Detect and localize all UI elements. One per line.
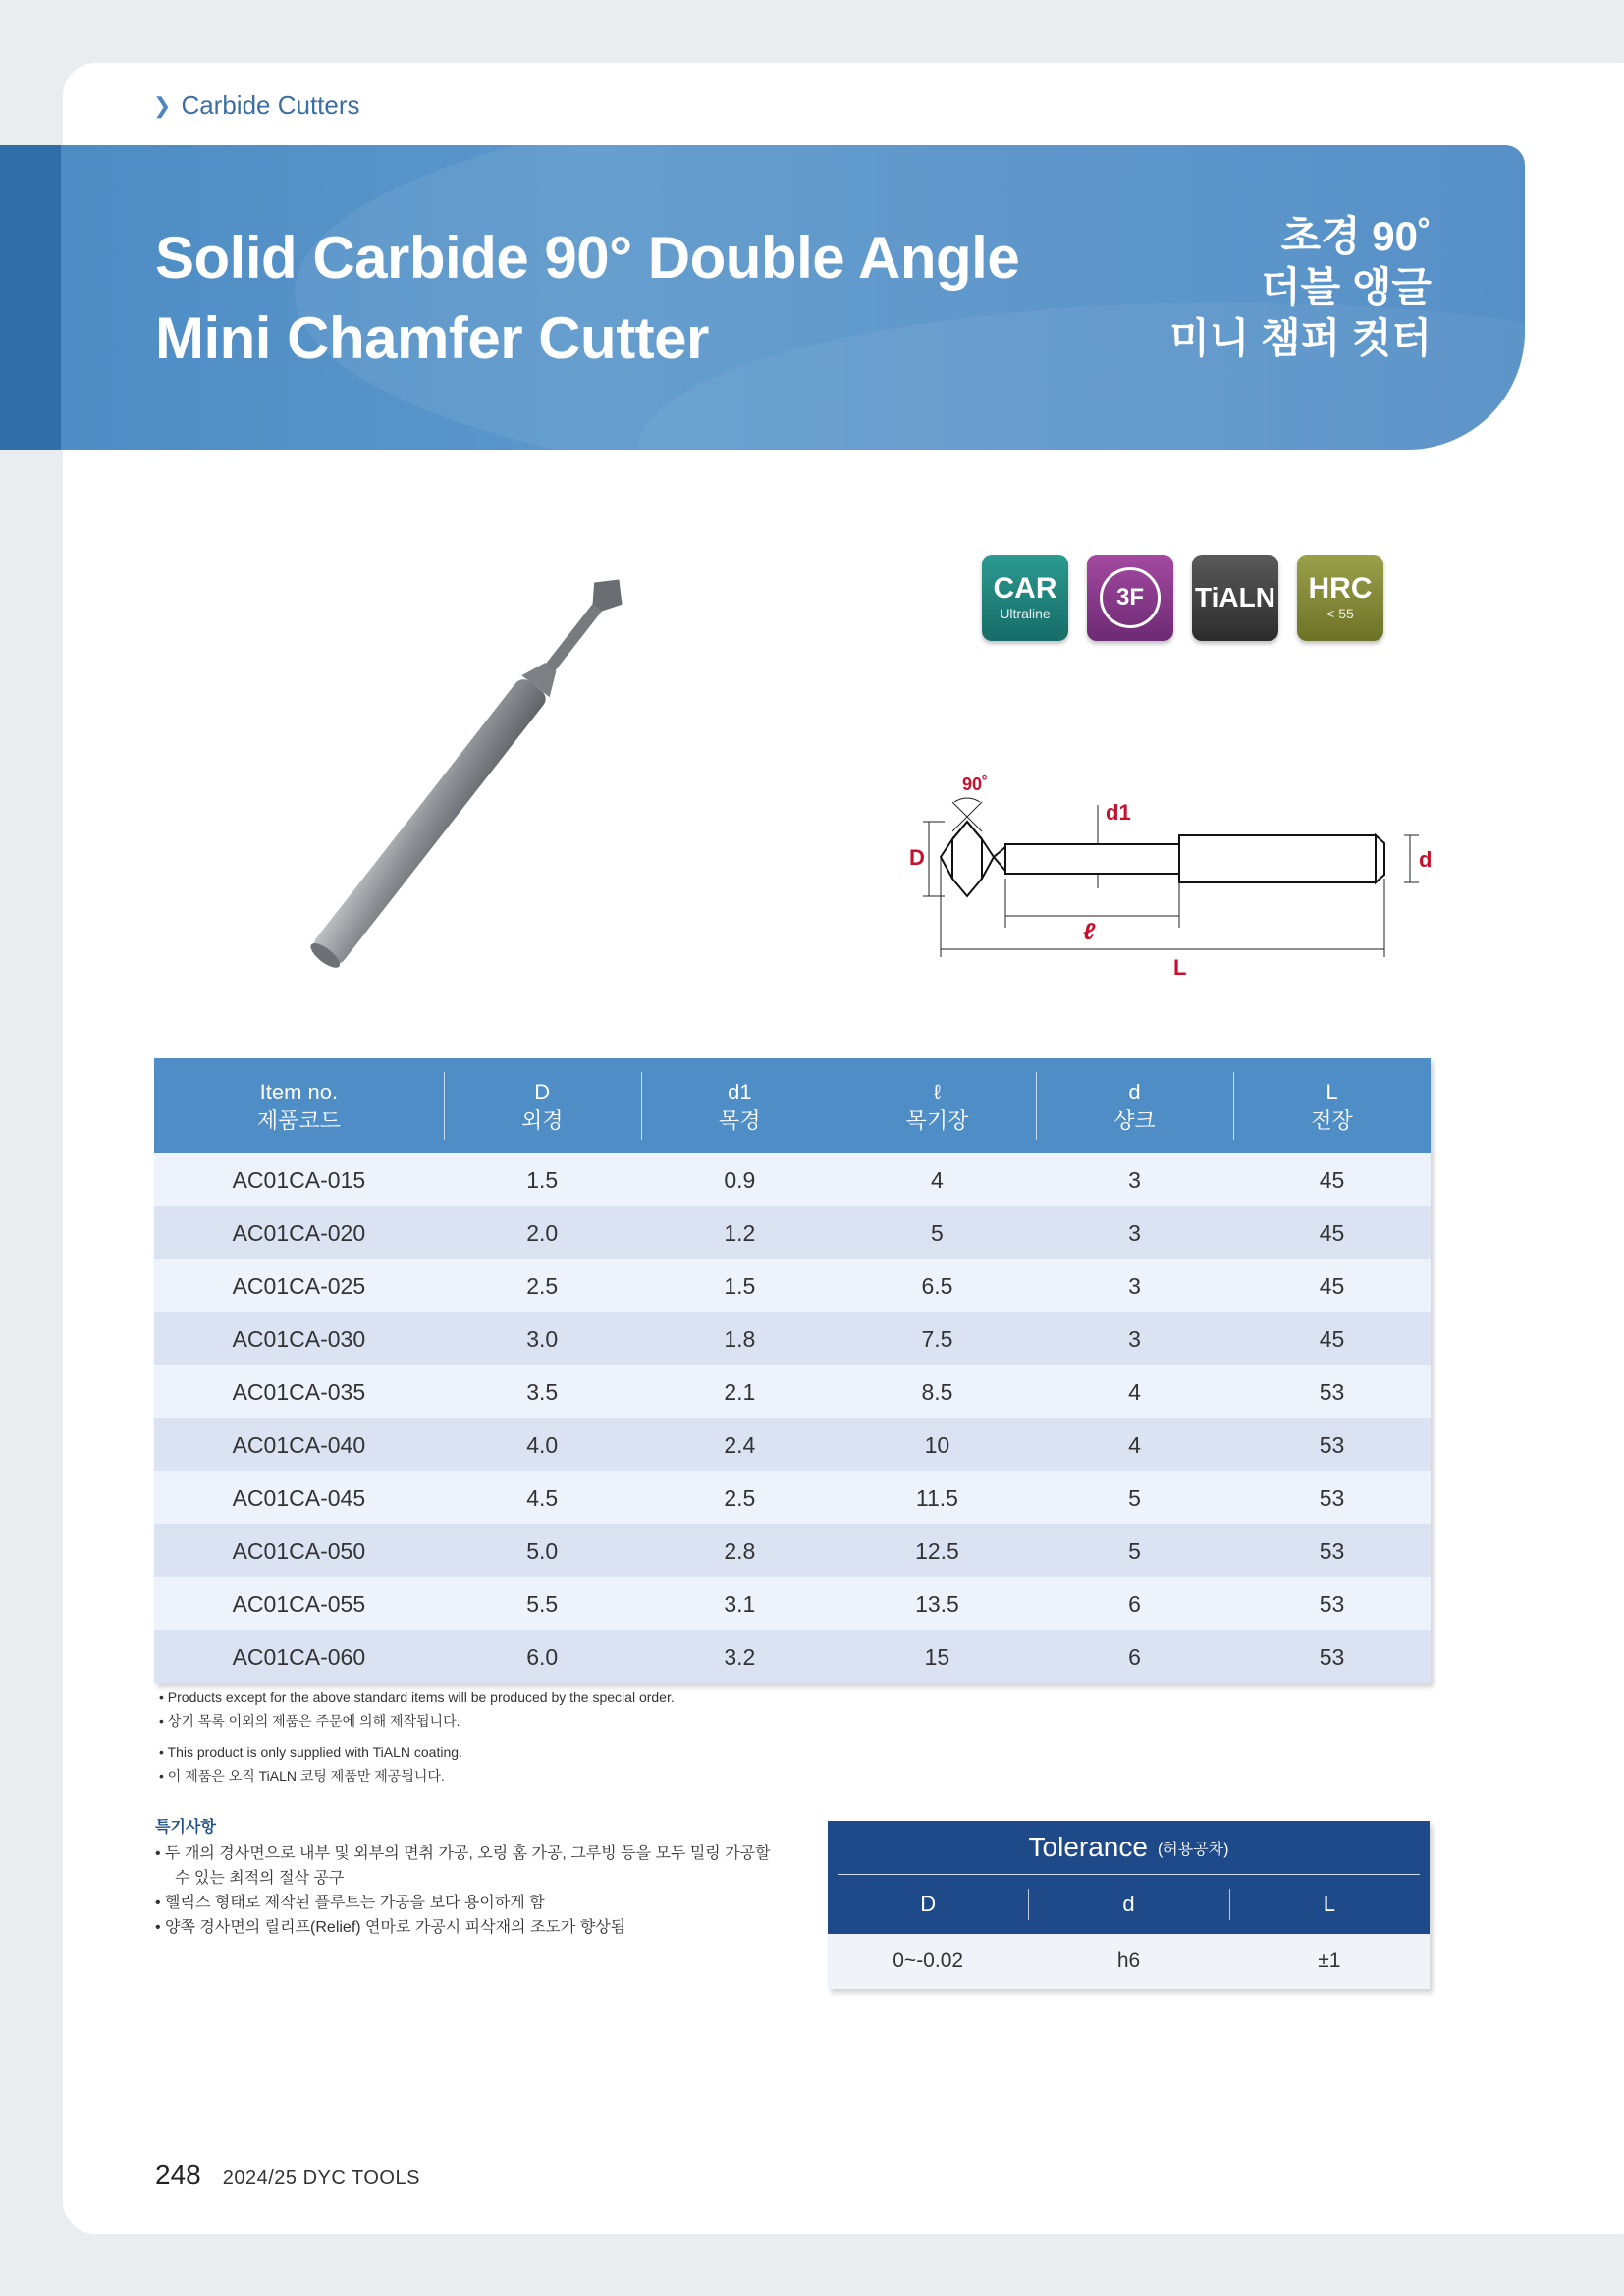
table-cell: 15	[839, 1630, 1036, 1683]
page-footer	[155, 2160, 420, 2191]
table-cell: 3.5	[444, 1365, 641, 1418]
table-cell: AC01CA-015	[154, 1153, 444, 1206]
table-cell: 5	[1036, 1471, 1233, 1524]
header-D: D 외경	[444, 1058, 641, 1153]
table-row	[154, 1471, 1431, 1524]
diagram-d-label: d	[1419, 847, 1433, 872]
header-d1: d1 목경	[641, 1058, 839, 1153]
chevron-right-icon: ❯	[153, 92, 172, 118]
product-title-en	[155, 218, 1019, 379]
table-cell: 5	[839, 1206, 1036, 1259]
diagram-D-label: D	[909, 845, 925, 870]
table-cell: 4.5	[444, 1471, 641, 1524]
feature-item: • 양쪽 경사면의 릴리프(Relief) 연마로 가공시 피삭재의 조도가 향상됨	[155, 1919, 626, 1936]
table-cell: 3	[1036, 1259, 1233, 1312]
table-cell: 4.0	[444, 1418, 641, 1471]
dimension-diagram	[884, 751, 1434, 987]
table-cell: 1.8	[641, 1312, 839, 1365]
note-coating-en: • This product is only supplied with TiALN coating.	[159, 1744, 462, 1760]
table-cell: 6	[1036, 1577, 1233, 1630]
title-en-line2: Mini Chamfer Cutter	[155, 305, 709, 371]
table-cell: 5.5	[444, 1577, 641, 1630]
table-cell: 8.5	[839, 1365, 1036, 1418]
header-item-no: Item no. 제품코드	[154, 1058, 444, 1153]
header-L: L 전장	[1233, 1058, 1431, 1153]
title-kr-line1: 초경 90˚	[1280, 213, 1432, 259]
table-cell: 3.0	[444, 1312, 641, 1365]
header-l: ℓ 목기장	[839, 1058, 1036, 1153]
diagram-L-label: L	[1173, 955, 1187, 980]
table-cell: 13.5	[839, 1577, 1036, 1630]
table-cell: 2.1	[641, 1365, 839, 1418]
table-row	[154, 1206, 1431, 1259]
table-cell: AC01CA-025	[154, 1259, 444, 1312]
table-row	[154, 1365, 1431, 1418]
table-cell: 2.4	[641, 1418, 839, 1471]
table-cell: 2.8	[641, 1524, 839, 1577]
note-special-order-en: • Products except for the above standard items will be produced by the special order.	[159, 1689, 675, 1705]
product-title-kr	[1019, 211, 1432, 364]
table-cell: 4	[1036, 1418, 1233, 1471]
table-cell: AC01CA-040	[154, 1418, 444, 1471]
table-cell: 7.5	[839, 1312, 1036, 1365]
title-kr-line3: 미니 챔퍼 컷터	[1169, 315, 1432, 361]
table-cell: AC01CA-035	[154, 1365, 444, 1418]
table-row	[154, 1153, 1431, 1206]
table-row	[154, 1418, 1431, 1471]
feature-item: • 헬릭스 형태로 제작된 플루트는 가공을 보다 용이하게 함	[155, 1895, 545, 1911]
tool-photo-image	[285, 564, 717, 977]
table-cell: AC01CA-060	[154, 1630, 444, 1683]
table-row	[154, 1259, 1431, 1312]
table-cell: 6.5	[839, 1259, 1036, 1312]
tolerance-title: Tolerance (허용공차)	[828, 1821, 1430, 1874]
table-cell: 53	[1233, 1630, 1431, 1683]
table-cell: 45	[1233, 1206, 1431, 1259]
footnotes	[159, 1685, 675, 1788]
table-cell: AC01CA-030	[154, 1312, 444, 1365]
note-coating-kr: • 이 제품은 오직 TiALN 코팅 제품만 제공됩니다.	[159, 1768, 445, 1784]
table-cell: 45	[1233, 1259, 1431, 1312]
table-cell: 11.5	[839, 1471, 1036, 1524]
table-cell: 3.1	[641, 1577, 839, 1630]
features-section	[155, 1815, 784, 1940]
table-cell: 1.5	[444, 1153, 641, 1206]
hrc-badge: HRC < 55	[1297, 555, 1383, 641]
table-cell: 2.5	[641, 1471, 839, 1524]
diagram-l-label: ℓ	[1083, 919, 1096, 945]
table-cell: 1.2	[641, 1206, 839, 1259]
table-cell: 5	[1036, 1524, 1233, 1577]
table-cell: 53	[1233, 1365, 1431, 1418]
title-en-line1: Solid Carbide 90° Double Angle	[155, 225, 1020, 291]
table-cell: 1.5	[641, 1259, 839, 1312]
section-breadcrumb	[153, 90, 360, 121]
note-special-order-kr: • 상기 목록 이외의 제품은 주문에 의해 제작됩니다.	[159, 1713, 460, 1729]
tialn-coating-badge: TiALN	[1192, 555, 1278, 641]
section-label: Carbide Cutters	[181, 90, 360, 120]
table-cell: AC01CA-050	[154, 1524, 444, 1577]
tolerance-value-row: 0~-0.02 h6 ±1	[828, 1934, 1430, 1989]
page-number: 248	[155, 2160, 201, 2190]
table-cell: 53	[1233, 1418, 1431, 1471]
table-cell: 6.0	[444, 1630, 641, 1683]
table-cell: 3	[1036, 1206, 1233, 1259]
table-row	[154, 1630, 1431, 1683]
title-kr-line2: 더블 앵글	[1261, 264, 1432, 310]
table-cell: 0.9	[641, 1153, 839, 1206]
table-cell: 2.0	[444, 1206, 641, 1259]
table-cell: 12.5	[839, 1524, 1036, 1577]
features-heading: 특기사항	[155, 1819, 216, 1836]
table-row	[154, 1524, 1431, 1577]
table-cell: 53	[1233, 1471, 1431, 1524]
tolerance-table	[828, 1821, 1430, 1989]
table-cell: 2.5	[444, 1259, 641, 1312]
table-row	[154, 1312, 1431, 1365]
table-cell: 4	[1036, 1365, 1233, 1418]
three-flute-badge: 3F	[1087, 555, 1173, 641]
table-cell: 45	[1233, 1312, 1431, 1365]
table-row	[154, 1577, 1431, 1630]
table-cell: AC01CA-055	[154, 1577, 444, 1630]
table-cell: 3.2	[641, 1630, 839, 1683]
table-cell: AC01CA-045	[154, 1471, 444, 1524]
table-cell: 3	[1036, 1312, 1233, 1365]
feature-badges	[982, 555, 1383, 641]
table-cell: 5.0	[444, 1524, 641, 1577]
diagram-angle-label: 90˚	[962, 774, 989, 794]
diagram-d1-label: d1	[1106, 800, 1131, 825]
table-cell: 53	[1233, 1577, 1431, 1630]
header-d: d 샹크	[1036, 1058, 1233, 1153]
spec-table	[154, 1058, 1431, 1683]
table-cell: 45	[1233, 1153, 1431, 1206]
table-cell: 4	[839, 1153, 1036, 1206]
tolerance-header-row: D d L	[828, 1875, 1430, 1934]
table-cell: 10	[839, 1418, 1036, 1471]
feature-item: • 두 개의 경사면으로 내부 및 외부의 면취 가공, 오링 홈 가공, 그루빙 등을 모두 밀링 가공할 수 있는 최적의 절삭 공구	[155, 1845, 771, 1887]
table-cell: AC01CA-020	[154, 1206, 444, 1259]
table-cell: 3	[1036, 1153, 1233, 1206]
table-cell: 53	[1233, 1524, 1431, 1577]
car-ultraline-badge: CAR Ultraline	[982, 555, 1068, 641]
catalog-brand: 2024/25 DYC TOOLS	[222, 2167, 420, 2189]
table-cell: 6	[1036, 1630, 1233, 1683]
